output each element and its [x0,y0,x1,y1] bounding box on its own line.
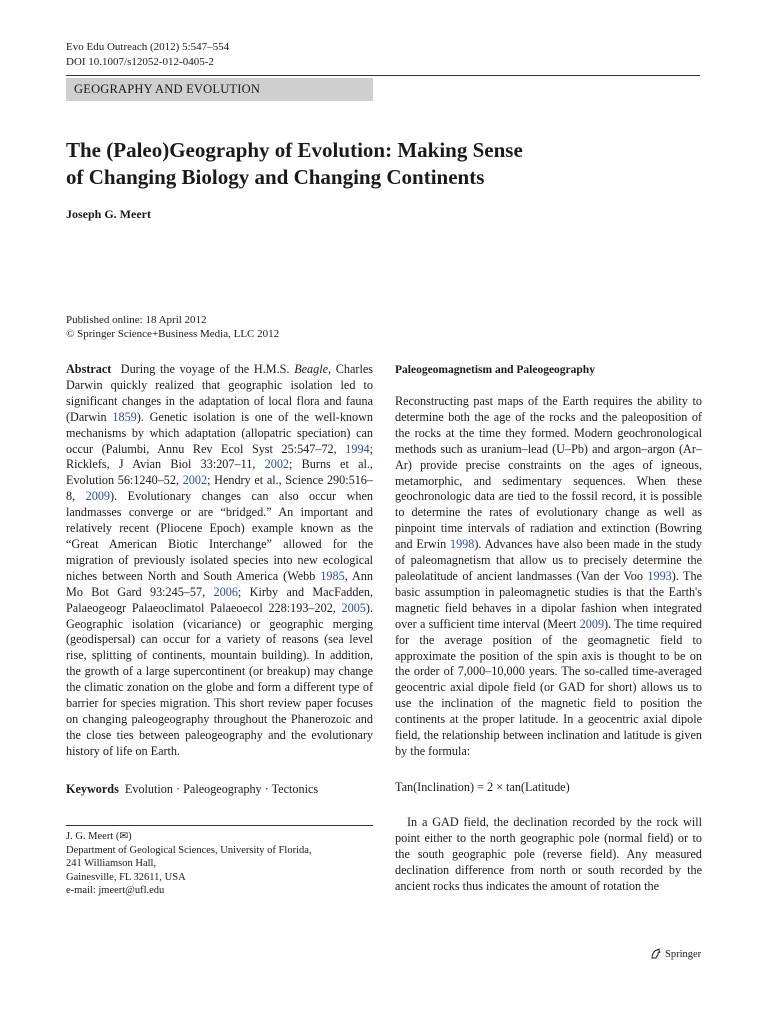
keywords [66,782,373,797]
section-heading: Paleogeomagnetism and Paleogeography [395,364,595,376]
citation-link[interactable]: 1993 [647,568,672,583]
published-date: Published online: 18 April 2012 [66,314,207,326]
copyright: © Springer Science+Business Media, LLC 2012 [66,328,280,340]
corresponding-author: J. G. Meert (✉) [66,831,132,842]
publisher-name: Springer [665,948,702,960]
springer-horse-icon [650,948,662,960]
abstract-label: Abstract [66,362,112,376]
author-name: Joseph G. Meert [66,207,151,221]
section-label: GEOGRAPHY AND EVOLUTION [66,78,373,101]
body-text: Reconstructing past maps of the Earth requires the ability to determine both the age of the rocks and the paleoposition of the rocks at the time they formed. Modern geochronological methods such as uranium–lead (U–Pb) and argon–argon (Ar–Ar) provide precise constraints on the ages of igneous, metamorphic, and sedimentary sequences. When these geochronologic data are tied to the fossil record, it is possible to determine the rates of evolutionary change as well as pinpoint time intervals of radiation and extinction (Bowring and Erwin 1998). Advances have also been made in the study of paleomagnetism that allow us to precisely determine the paleolatitude of ancient landmasses (Van der Voo 1993). The basic assumption in paleomagnetic studies is that the Earth's magnetic field behaves in a dipolar fashion when integrated over a sufficient time interval (Meert 2009). The time required for the average position of the geomagnetic field to approximate the position of the spin axis is thought to be on the order of 7,000–10,000 years. The so-called time-averaged geocentric axial dipole field (or GAD for short) allows us to use the inclination of the magnetic field to position the continents at the proper latitude. In a geocentric axial dipole field, the relationship between inclination and latitude is given by the formula: [395,394,703,758]
equation: Tan(Inclination) = 2 × tan(Latitude) [395,780,570,794]
citation-link[interactable]: 2002 [182,473,208,488]
citation-link[interactable]: 2002 [264,457,290,472]
keywords-label: Keywords [66,782,119,796]
citation-link[interactable]: 2005 [341,600,366,615]
citation-link[interactable]: 1998 [449,537,475,552]
header-rule [66,75,700,76]
publisher-logo [650,948,701,960]
abstract: Abstract During the voyage of the H.M.S. Beagle, Charles Darwin quickly realized that geographic isolation led to significant changes in the adaptation of local flora and fauna (Darwin 1859). Genetic isolation is one of the well-known mechanisms by which adaptation (allopatric speciation) can occur (Palumbi, Annu Rev Ecol Syst 25:547–72, 1994; Ricklefs, J Avian Biol 33:207–11, 2002; Burns et al., Evolution 56:1240–52, 2002; Hendry et al., Science 290:516–8, 2009). Evolutionary changes can also occur when landmasses converge or are “bridged.” An important and relatively recent (Pliocene Epoch) example known as the “Great American Biotic Interchange” allowed for the migration of previously isolated species into new ecological niches between North and South America (Webb 1985, Ann Mo Bot Gard 93:245–57, 2006; Kirby and MacFadden, Palaeogeogr Palaeoclimatol Palaeoecol 228:193–202, 2005). Geographic isolation (vicariance) or geographic merging (geodispersal) can occur for a variety of reasons (sea level rise, splitting of continents, mountain building). In addition, the growth of a large supercontinent (or breakup) may change the climatic zonation on the globe and form a different type of barrier for species migration. This short review paper focuses on changing paleogeography throughout the Phanerozoic and the close ties between paleogeography and the evolutionary history of life on Earth. [66,362,374,758]
author-affiliation: J. G. Meert (✉) Department of Geological Sciences, University of Florida, 241 Williamson Hall, Gainesville, FL 32611, USA e-mail: jmeert@ufl.edu [66,831,312,896]
article-title: The (Paleo)Geography of Evolution: Making Sense of Changing Biology and Changing Continents [66,138,523,189]
citation-link[interactable]: 2009 [85,489,111,504]
citation-link[interactable]: 2006 [213,584,238,599]
body-text-continued: In a GAD field, the declination recorded by the rock will point either to the north geographic pole (normal field) or to the south geographic pole (reverse field). Any measured declination difference from north or south recorded by the ancient rocks thus indicates the amount of rotation the [395,815,702,893]
keywords-list: Evolution · Paleogeography · Tectonics [124,782,319,796]
author-email[interactable]: e-mail: jmeert@ufl.edu [66,885,165,896]
citation-link[interactable]: 1859 [112,409,137,424]
citation-link[interactable]: 1985 [320,568,345,583]
citation-link[interactable]: 1994 [345,441,370,456]
doi[interactable]: DOI 10.1007/s12052-012-0405-2 [66,56,214,68]
ship-name: Beagle [294,362,329,376]
footnote-rule [66,825,373,826]
journal-citation: Evo Edu Outreach (2012) 5:547–554 [66,41,230,53]
citation-link[interactable]: 2009 [579,616,605,631]
